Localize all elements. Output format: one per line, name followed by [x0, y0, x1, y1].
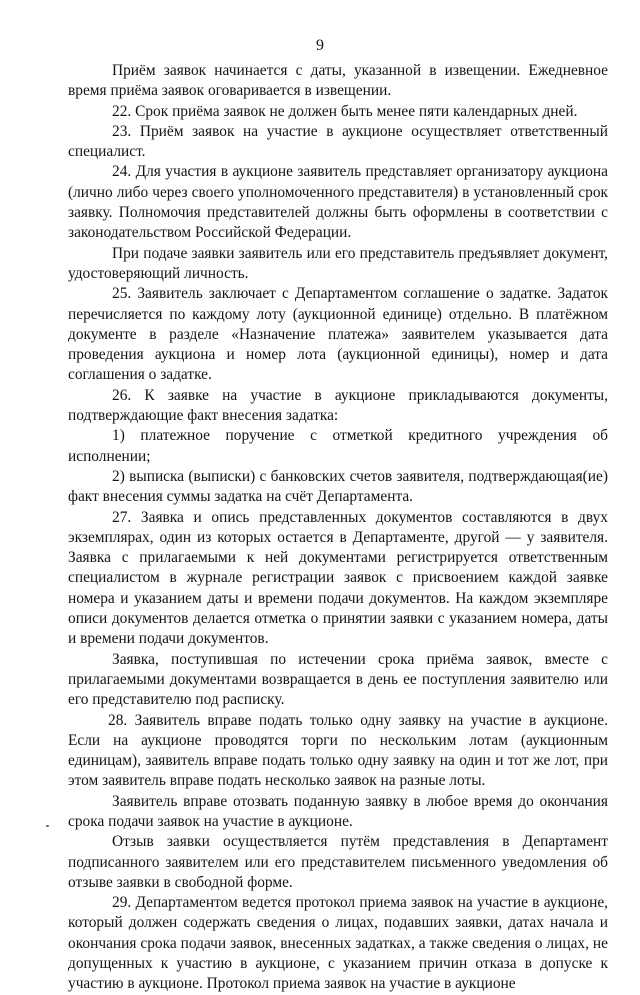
paragraph-26: 26. К заявке на участие в аукционе прикладываются документы, подтверждающие факт внесения задатка: — [68, 386, 608, 425]
paragraph-withdraw-procedure: Отзыв заявки осуществляется путём представления в Департамент подписанного заявителем или его представителем письменного уведомления об отзыве заявки в свободной форме. — [68, 833, 608, 891]
document-body — [68, 61, 608, 995]
paragraph-identity-document: При подаче заявки заявитель или его представитель предъявляет документ, удостоверяющий личность. — [68, 244, 608, 282]
paragraph-application-start: Приём заявок начинается с даты, указанной в извещении. Ежедневное время приёма заявок оговаривается в извещении. — [68, 62, 608, 100]
paragraph-24: 24. Для участия в аукционе заявитель представляет организатору аукциона (лично либо через своего уполномоченного представителя) в установленный срок заявку. Полномочия представителей должны быть оформлены в соответствии с законодательством Российской Федерации. — [68, 163, 608, 242]
paragraph-withdraw-right: Заявитель вправе отозвать поданную заявку в любое время до окончания срока подачи заявок на участие в аукционе. — [68, 792, 608, 830]
paragraph-23: 23. Приём заявок на участие в аукционе осуществляет ответственный специалист. — [68, 122, 608, 161]
scan-speck — [46, 825, 49, 827]
paragraph-26-item-1: 1) платежное поручение с отметкой кредитного учреждения об исполнении; — [68, 427, 608, 465]
paragraph-late-application: Заявка, поступившая по истечении срока приёма заявок, вместе с прилагаемыми документами возвращается в день ее поступления заявителю или его представителю под расписку. — [68, 650, 608, 709]
page-number: 9 — [316, 37, 324, 54]
paragraph-29: 29. Департаментом ведется протокол приема заявок на участие в аукционе, который должен содержать сведения о лицах, подавших заявки, датах начала и окончания срока подачи заявок, внесенных задатках, а также сведения о лицах, не допущенных к участию в аукционе, с указанием причин отказа в допуске к участию в аукционе. Протокол приема заявок на участие в аукционе — [68, 894, 608, 993]
paragraph-22: 22. Срок приёма заявок не должен быть менее пяти календарных дней. — [112, 102, 578, 120]
paragraph-26-item-2: 2) выписка (выписки) с банковских счетов заявителя, подтверждающая(ие) факт внесения суммы задатка на счёт Департамента. — [68, 467, 608, 506]
paragraph-25: 25. Заявитель заключает с Департаментом соглашение о задатке. Задаток перечисляется по каждому лоту (аукционной единице) отдельно. В платёжном документе в разделе «Назначение платежа» заявителем указывается дата проведения аукциона и номер лота (аукционной единицы), номер и дата соглашения о задатке. — [68, 285, 608, 384]
paragraph-28: 28. Заявитель вправе подать только одну заявку на участие в аукционе. Если на аукционе проводятся торги по нескольким лотам (аукционным единицам), заявитель вправе подать только одну заявку на один и тот же лот, при этом заявитель вправе подать несколько заявок на разные лоты. — [68, 711, 608, 790]
paragraph-27: 27. Заявка и опись представленных документов составляются в двух экземплярах, один из которых остается в Департаменте, другой — у заявителя. Заявка с прилагаемыми к ней документами регистрируется ответственным специалистом в журнале регистрации заявок с присвоением каждой заявке номера и указанием даты и времени подачи документов. На каждом экземпляре описи документов делается отметка о принятии заявки с указанием номера, даты и времени подачи документов. — [68, 508, 608, 648]
